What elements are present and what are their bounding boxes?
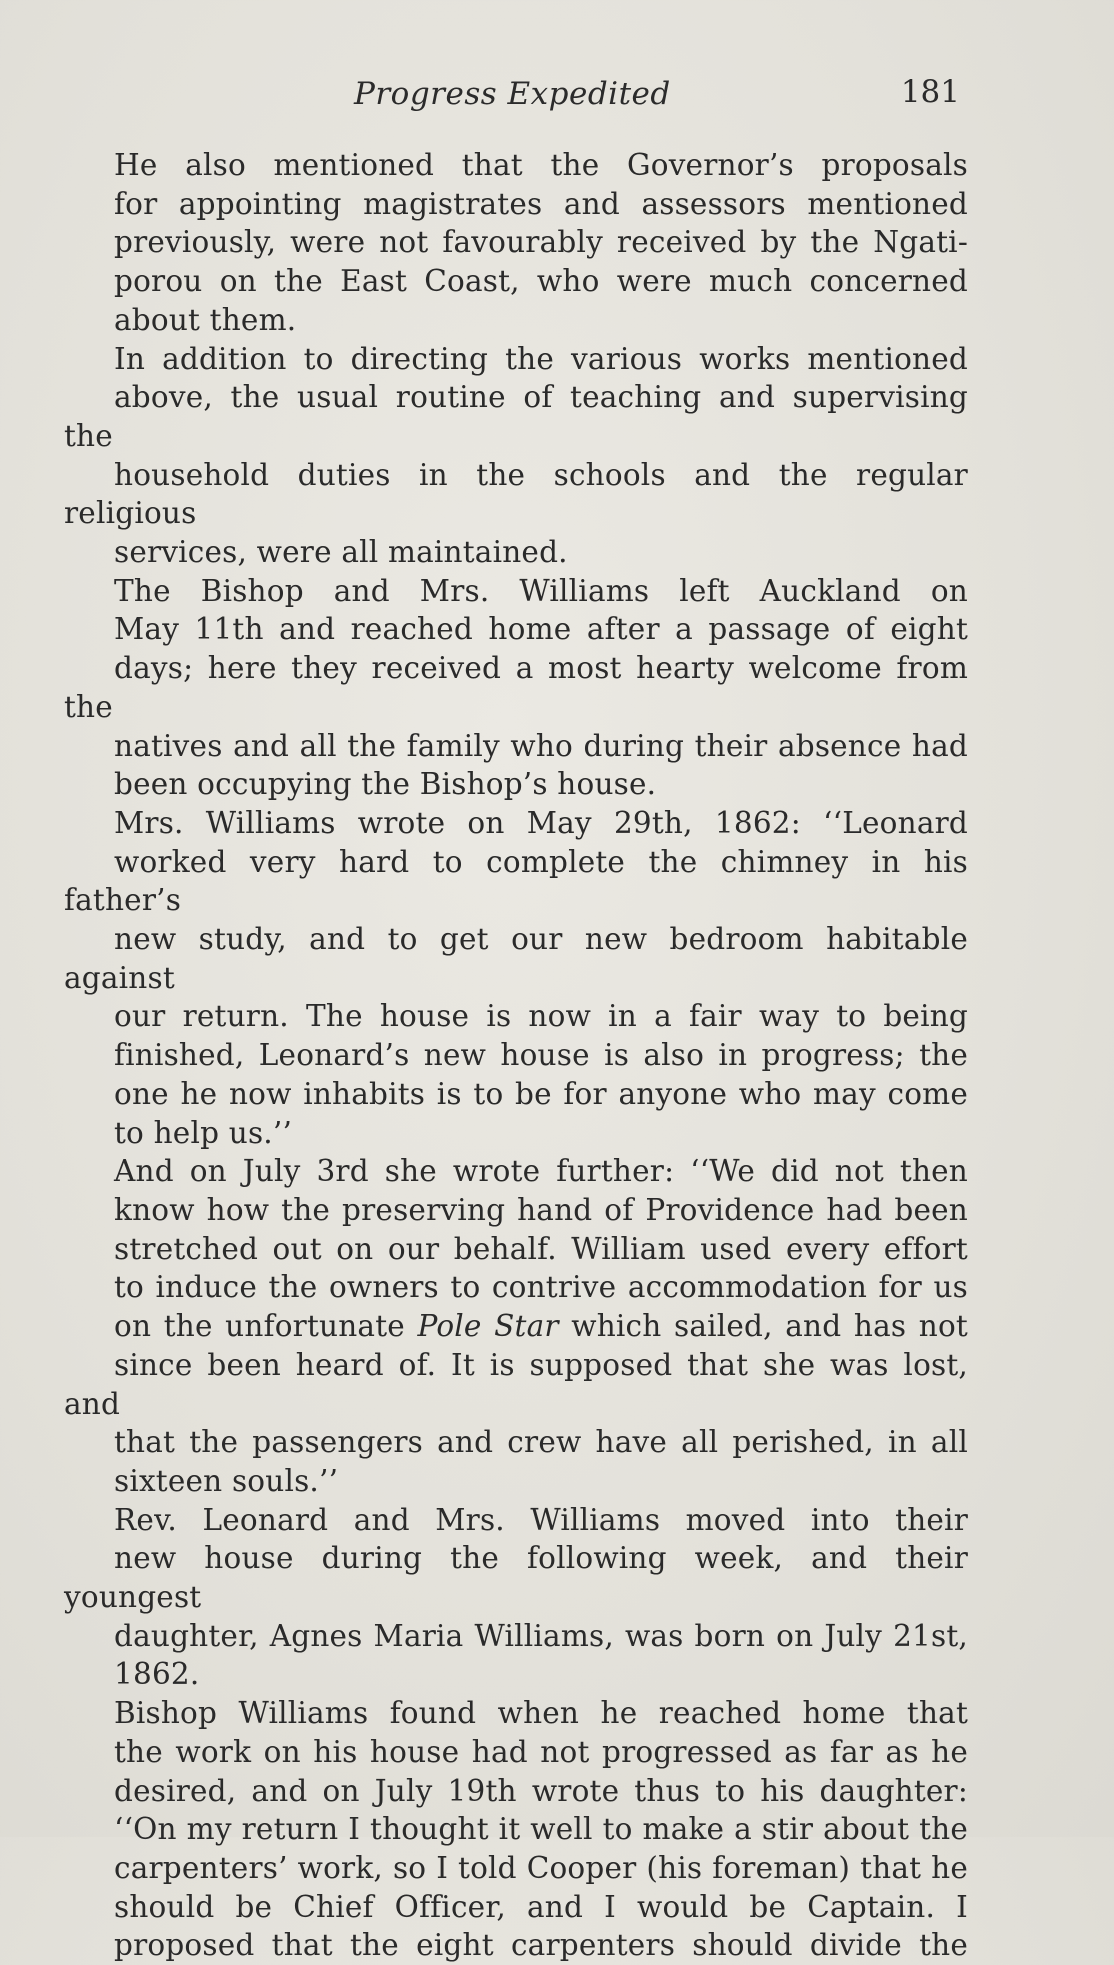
text-line: household duties in the schools and the regular religious	[64, 457, 968, 531]
text-line: Rev. Leonard and Mrs. Williams moved into their	[114, 1502, 968, 1537]
text-line: stretched out on our behalf. William used every effort	[114, 1231, 968, 1266]
text-line: since been heard of. It is supposed that she was lost, and	[64, 1347, 968, 1421]
text-line: natives and all the family who during their absence had	[114, 728, 968, 763]
text-line: to help us.’’	[114, 1115, 293, 1150]
paragraph	[64, 1694, 968, 1965]
text-line: about them.	[114, 302, 297, 337]
running-title: Progress Expedited	[354, 76, 671, 112]
running-head	[64, 72, 968, 122]
text-line: May 11th and reached home after a passage of eight	[114, 612, 968, 647]
text-line: In addition to directing the various works mentioned	[114, 341, 968, 376]
paragraph	[64, 1501, 968, 1695]
text-line: to induce the owners to contrive accommodation for us	[114, 1270, 968, 1305]
text-line: desired, and on July 19th wrote thus to his daughter:	[114, 1773, 968, 1808]
text-line: He also mentioned that the Governor’s proposals	[114, 148, 968, 182]
text-line: ‘‘On my return I thought it well to make a stir about the	[114, 1812, 968, 1847]
text-line: above, the usual routine of teaching and supervising the	[64, 380, 968, 453]
text-line: previously, were not favourably received by the Ngati-	[114, 225, 968, 260]
text-line: one he now inhabits is to be for anyone who may come	[114, 1076, 968, 1111]
text-line: And on July 3rd she wrote further: ‘‘We did not then	[114, 1154, 968, 1189]
text-line: days; here they received a most hearty welcome from the	[64, 651, 968, 724]
text-line: our return. The house is now in a fair way to being	[114, 999, 968, 1034]
ship-name: Pole Star	[417, 1309, 559, 1344]
text-line: Mrs. Williams wrote on May 29th, 1862: ‘‘Leonard	[114, 805, 968, 840]
text-line: new house during the following week, and their youngest	[64, 1541, 968, 1615]
text-line: been occupying the Bishop’s house.	[114, 767, 657, 802]
paragraph	[64, 804, 968, 1152]
text-line	[64, 1307, 968, 1346]
text-line: know how the preserving hand of Providence had been	[114, 1192, 968, 1227]
text-line: for appointing magistrates and assessors mentioned	[114, 186, 968, 221]
body-text	[64, 146, 968, 1965]
text-line: sixteen souls.’’	[114, 1463, 339, 1498]
text-line: that the passengers and crew have all perished, in all	[114, 1425, 968, 1460]
text-line: the work on his house had not progressed as far as he	[114, 1734, 968, 1769]
book-page	[64, 72, 968, 1965]
text-line: Bishop Williams found when he reached home that	[114, 1696, 968, 1731]
text-line: new study, and to get our new bedroom habitable against	[64, 922, 968, 995]
text-line: daughter, Agnes Maria Williams, was born on July 21st,	[114, 1618, 968, 1653]
text-line: 1862.	[114, 1657, 200, 1692]
paragraph	[64, 1152, 968, 1500]
text-line: proposed that the eight carpenters should divide the	[114, 1928, 968, 1963]
text-line: services, were all maintained.	[114, 535, 568, 570]
text-line: The Bishop and Mrs. Williams left Auckland on	[114, 573, 968, 608]
text-line: carpenters’ work, so I told Cooper (his foreman) that he	[114, 1850, 968, 1885]
paragraph	[64, 572, 968, 804]
paragraph	[64, 340, 968, 572]
text-fragment: on the unfortunate	[114, 1309, 418, 1344]
text-line: finished, Leonard’s new house is also in progress; the	[114, 1038, 968, 1073]
text-line: porou on the East Coast, who were much concerned	[114, 264, 968, 299]
text-line: worked very hard to complete the chimney in his father’s	[64, 844, 968, 918]
paragraph	[64, 146, 968, 340]
text-line: should be Chief Officer, and I would be Captain. I	[114, 1889, 968, 1924]
page-number: 181	[900, 74, 960, 110]
text-fragment: which sailed, and has not	[558, 1309, 968, 1344]
